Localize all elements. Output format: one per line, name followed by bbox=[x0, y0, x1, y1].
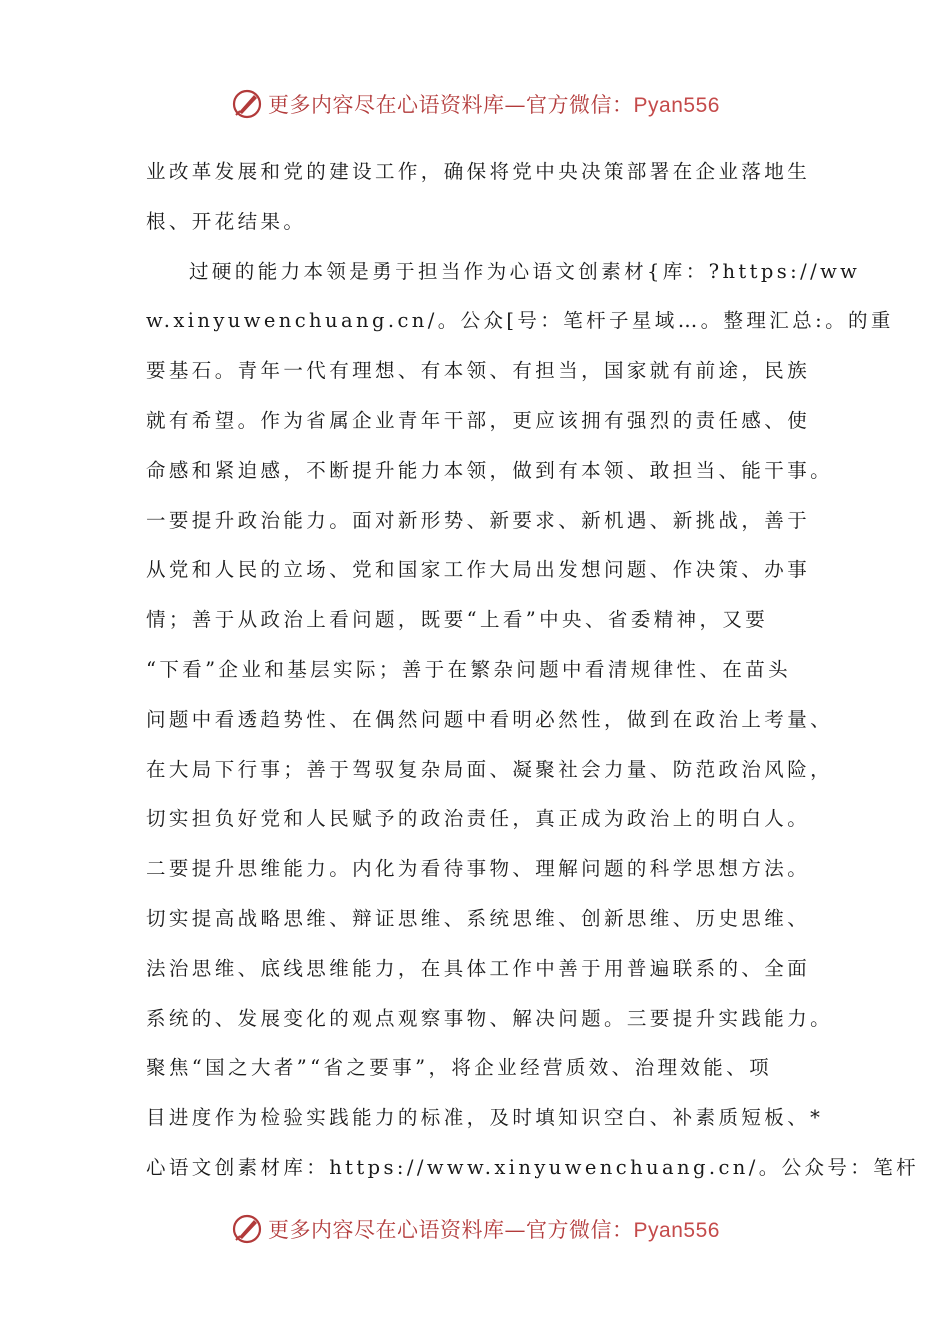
body-line: 系统的、发展变化的观点观察事物、解决问题。三要提升实践能力。 bbox=[146, 1006, 834, 1030]
body-line: 法治思维、底线思维能力，在具体工作中善于用普遍联系的、全面 bbox=[146, 956, 811, 980]
footer-banner-handle: Pyan556 bbox=[633, 1219, 720, 1242]
body-line: 问题中看透趋势性、在偶然问题中看明必然性，做到在政治上考量、 bbox=[146, 707, 834, 731]
header-banner-text bbox=[268, 89, 720, 119]
body-line: 切实担负好党和人民赋予的政治责任，真正成为政治上的明白人。 bbox=[146, 807, 811, 831]
body-line: 从党和人民的立场、党和国家工作大局出发想问题、作决策、办事 bbox=[146, 558, 811, 582]
footer-banner-text bbox=[268, 1214, 720, 1244]
quill-pen-logo-icon bbox=[230, 87, 264, 121]
body-line: 情；善于从政治上看问题，既要“上看”中央、省委精神，又要 bbox=[146, 608, 769, 632]
quill-pen-logo-icon bbox=[230, 1212, 264, 1246]
body-line: 聚焦“国之大者”“省之要事”，将企业经营质效、治理效能、项 bbox=[146, 1056, 772, 1080]
body-line: 二要提升思维能力。内化为看待事物、理解问题的科学思想方法。 bbox=[146, 857, 811, 881]
body-line: 根、开花结果。 bbox=[146, 209, 307, 233]
body-line: 一要提升政治能力。面对新形势、新要求、新机遇、新挑战，善于 bbox=[146, 508, 811, 532]
body-line: 要基石。青年一代有理想、有本领、有担当，国家就有前途，民族 bbox=[146, 359, 811, 383]
footer-banner-label: 更多内容尽在心语资料库—官方微信： bbox=[268, 1218, 634, 1242]
footer-banner bbox=[0, 1207, 950, 1251]
body-line: 心语文创素材库：https://www.xinyuwenchuang.cn/。公众号：笔杆 bbox=[146, 1155, 920, 1179]
header-banner-label: 更多内容尽在心语资料库—官方微信： bbox=[268, 93, 634, 117]
body-line: 过硬的能力本领是勇于担当作为心语文创素材{库：?https://ww bbox=[189, 259, 861, 283]
body-line: 目进度作为检验实践能力的标准，及时填知识空白、补素质短板、* bbox=[146, 1106, 824, 1130]
body-line: 业改革发展和党的建设工作，确保将党中央决策部署在企业落地生 bbox=[146, 160, 811, 183]
document-body bbox=[146, 147, 920, 1193]
body-line: “下看”企业和基层实际；善于在繁杂问题中看清规律性、在苗头 bbox=[146, 657, 792, 681]
body-line: 在大局下行事；善于驾驭复杂局面、凝聚社会力量、防范政治风险， bbox=[146, 757, 834, 781]
body-line: 命感和紧迫感，不断提升能力本领，做到有本领、敢担当、能干事。 bbox=[146, 458, 834, 482]
body-line: 就有希望。作为省属企业青年干部，更应该拥有强烈的责任感、使 bbox=[146, 408, 811, 432]
header-banner bbox=[0, 82, 950, 126]
body-line: w.xinyuwenchuang.cn/。公众[号：笔杆子星域…。整理汇总:。的重 bbox=[146, 309, 894, 333]
body-line: 切实提高战略思维、辩证思维、系统思维、创新思维、历史思维、 bbox=[146, 906, 811, 930]
header-banner-handle: Pyan556 bbox=[633, 94, 720, 117]
